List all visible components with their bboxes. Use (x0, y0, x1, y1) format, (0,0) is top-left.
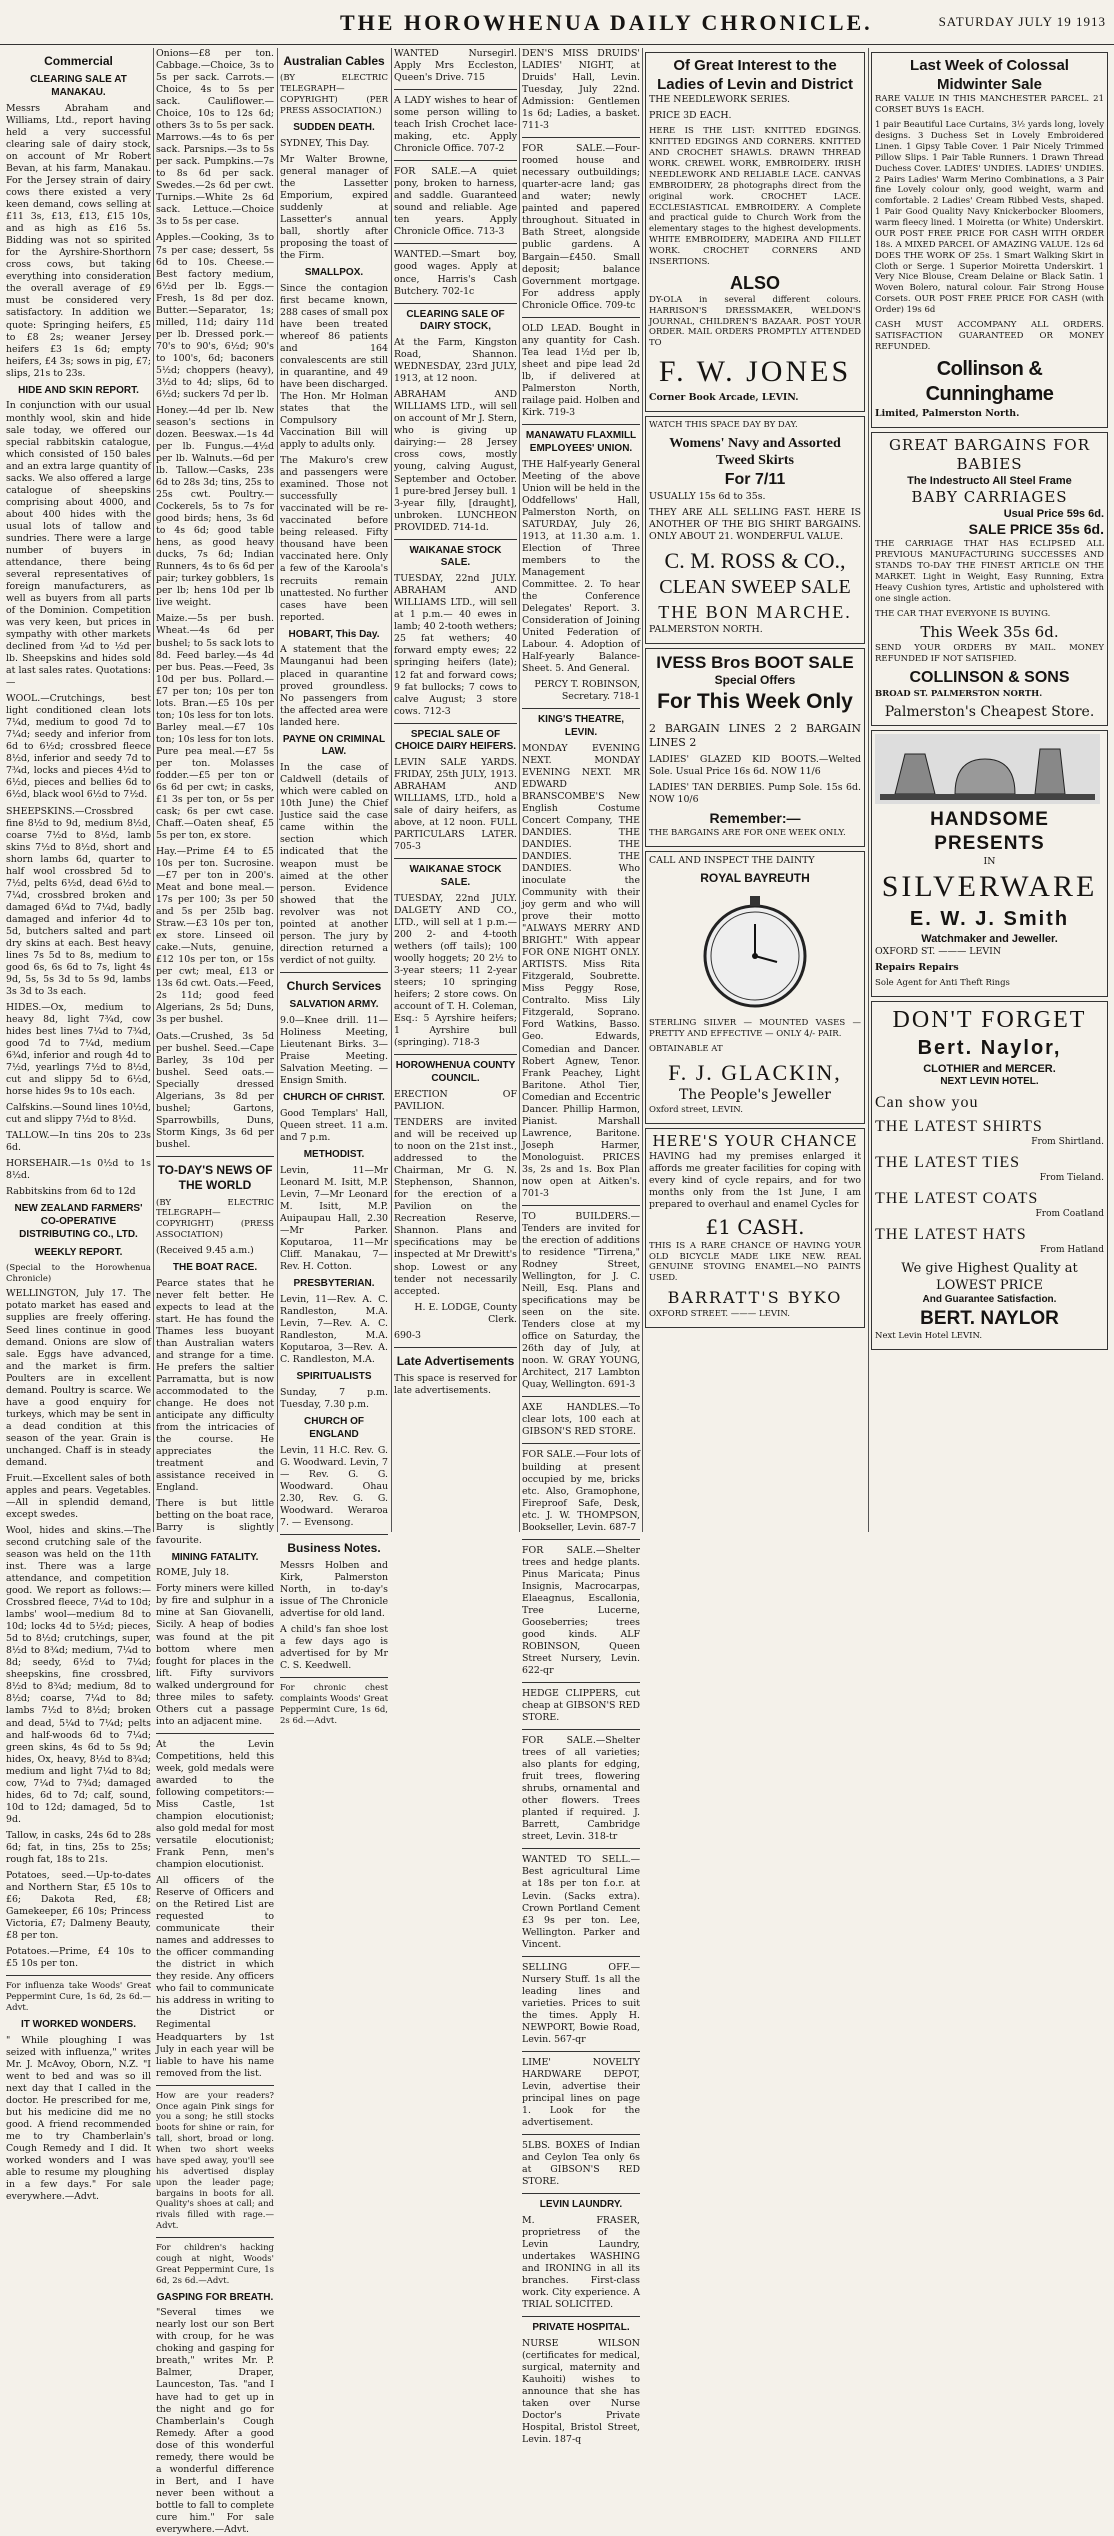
advert-text: STERLING SILVER — MOUNTED VASES — PRETTY AND EFFECTIVE — ONLY 4/- PAIR. (649, 1018, 861, 1040)
article-heading: NEW ZEALAND FARMERS' CO-OPERATIVE DISTRIBUTING CO., LTD. (14, 1203, 143, 1241)
advert-barratt (645, 1128, 865, 1328)
column-divider (277, 48, 278, 1532)
article-text: Fruit.—Excellent sales of both apples and pears. Vegetables.—All in splendid demand, except swedes. (6, 1472, 151, 1520)
advert-smith (871, 730, 1108, 998)
divider (522, 1205, 640, 1206)
advert-text: Sole Agent for Anti Theft Rings (875, 978, 1010, 989)
section-heading: Commercial (44, 54, 113, 68)
church-name: CHURCH OF ENGLAND (304, 1415, 364, 1440)
divider (280, 1534, 388, 1535)
section-heading: Business Notes. (287, 1540, 381, 1555)
advert-text: HAVING had my premises enlarged it affords me greater facilities for coping with every kind of cycle repairs, and for two months only from the 1st June, I am prepared to overhaul and enamel Cycles for (649, 1150, 861, 1211)
advert-product: ROYAL BAYREUTH (700, 870, 810, 885)
church-name: SALVATION ARMY. (289, 999, 379, 1011)
article-heading: MINING FATALITY. (171, 1551, 259, 1563)
article-heading: SUDDEN DEATH. (293, 121, 375, 133)
advert-price: £1 CASH. (705, 1215, 805, 1240)
article-text: Potatoes.—Prime, £4 10s to £5 10s per ton. (6, 1946, 151, 1970)
article-credit: (BY ELECTRIC TELEGRAPH—COPYRIGHT) (PER PRESS ASSOCIATION.) (280, 73, 388, 116)
article-heading: GASPING FOR BREATH. (156, 2291, 274, 2303)
church-times: Levin, 11 H.C. Rev. G. G. Woodward. Levin, 7 — Rev. G. G. Woodward. Ohau 2.30, Rev. G. G. Woodward. Weraroa 7. — Evensong. (280, 1444, 388, 1528)
advert-price: For 7/11 (724, 471, 786, 489)
advert-line: THE LATEST TIES (875, 1153, 1021, 1171)
classified-heading: MANAWATU FLAXMILL EMPLOYEES' UNION. (525, 429, 637, 454)
column-divider (642, 48, 643, 1532)
advert-text: Repairs Repairs (875, 962, 959, 974)
advert-trade: CLOTHIER and MERCER. (923, 1062, 1056, 1075)
advert-line-source: From Shirtland. (1031, 1137, 1104, 1148)
advert-price: PRICE 3D EACH. (649, 110, 732, 122)
classified-heading: WAIKANAE STOCK SALE. (409, 864, 502, 889)
advertiser-name: COLLINSON & SONS (909, 669, 1070, 687)
article-text: Potatoes, seed.—Up-to-dates and Northern Star, £5 10s to £6; Dakota Red, £8; Gamekeeper, £6 10s; Princess Victoria, £7; Dalmeny Beauty, £8 per ton. (6, 1869, 151, 1942)
advertiser-name: BARRATT'S BYKO (667, 1288, 843, 1308)
advert-tagline: The People's Jeweller (679, 1086, 831, 1103)
advert-headline: HANDSOME PRESENTS (930, 808, 1049, 854)
advert-text: THIS IS A RARE CHANCE OF HAVING YOUR OLD BICYCLE MADE LIKE NEW. REAL GENUINE STOVING ENAMEL—NO PAINTS USED. (649, 1240, 861, 1284)
article-text: TALLOW.—In tins 20s to 23s 6d. (6, 1130, 151, 1154)
article-text: A statement that the Maunganui had been placed in quarantine proved groundless. No passengers from the affected area were landed here. (280, 644, 388, 728)
advert-offer: LADIES' TAN DERBIES. Pump Sole. 15s 6d. NOW 10/6 (649, 781, 861, 805)
article-heading: HIDE AND SKIN REPORT. (18, 384, 139, 396)
advertiser-address: PALMERSTON NORTH. (649, 623, 763, 635)
section-heading: Australian Cables (283, 54, 385, 68)
advert-ross (645, 416, 865, 644)
article-text: A child's fan shoe lost a few days ago is advertised for by Mr C. S. Keedwell. (280, 1624, 388, 1672)
advert-jones (645, 52, 865, 412)
divider (522, 424, 640, 425)
divider (394, 858, 517, 859)
article-text: Mr Walter Browne, general manager of the Lassetter Emporium, expired suddenly at Lassetter's annual ball, shortly after proposing the toast of the Firm. (280, 153, 388, 261)
classified-heading: KING'S THEATRE, LEVIN. (537, 714, 625, 738)
article-received: (Received 9.45 a.m.) (156, 1245, 254, 1257)
classified-ad: ABRAHAM AND WILLIAMS LTD., will sell on account of Mr J. Stern, who is giving up dairying:— 28 Jersey cross cows, mostly young, calving August, September and October. 1 pure-bred Jersey bull. 1 3-year filly, [draught], unbroken. LUNCHEON PROVIDED. 714-1d. (394, 389, 517, 533)
classified-ad: WANTED.—Smart boy, good wages. Apply at once, Harris's Cash Butchery. 702-1c (394, 249, 517, 297)
article-text: This space is reserved for late advertisements. (394, 1373, 517, 1397)
church-name: CHURCH OF CHRIST. (283, 1092, 385, 1104)
divider (522, 2051, 640, 2052)
article-heading: IT WORKED WONDERS. (21, 2018, 136, 2030)
advert-sub: The Indestructo All Steel Frame (907, 475, 1072, 488)
classified-ad: NURSE WILSON (certificates for medical, surgical, maternity and Kauhoiti) wishes to announce that she has taken over Nurse Doctor's Private Hospital, Bristol Street, Levin. 187-q (522, 2338, 640, 2446)
divider (522, 2134, 640, 2135)
advert-text: OBTAINABLE AT (649, 1043, 723, 1054)
advert-text: DY-OLA in several different colours. HARRISON'S DRESSMAKER, WELDON'S JOURNAL, CHILDREN'S BAZAAR. POST YOUR ORDER. MAIL ORDERS PROMPTLY ATTENDED TO (649, 294, 861, 349)
advert-text: CALL AND INSPECT THE DAINTY (649, 854, 815, 866)
article-text: Pearce states that he never felt better. He expects to lead at the start. He has found the Thames less buoyant than Australian waters and strange for a time. He prefers the saltier Parramatta, but is now accommodated to the change. He does not anticipate any difficulty from the intricacies of the course. He appreciates the treatment and assistance received in England. (156, 1277, 274, 1494)
classified-ad: FOR SALE.—Shelter trees and hedge plants. Pinus Maricata; Pinus Insignis, Macrocarpas, Elaeagnus, Escallonia, Tree Lucerne, Gooseberries; trees good kinds. ALF ROBINSON, Queen Street Nursery, Levin. 622-qr (522, 1544, 640, 1676)
advert-line: THE LATEST COATS (875, 1189, 1039, 1207)
advert-text: For chronic chest complaints Woods' Great Peppermint Cure, 1s 6d, 2s 6d.—Advt. (280, 1683, 388, 1727)
advert-headline: IVESS Bros BOOT SALE (656, 652, 854, 672)
advertiser-address: BROAD ST. PALMERSTON NORTH. (875, 688, 1043, 699)
classified-ad: FOR SALE.—Shelter trees of all varieties; also plants for edging, fruit trees, flowering shrubs, ornamental and other flowers. Trees planted if required. J. Barrett, Cambridge street, Levin. 318-tr (522, 1735, 640, 1843)
article-text: HORSEHAIR.—1s 0½d to 1s 8½d. (6, 1158, 151, 1182)
advert-also: ALSO (729, 272, 780, 293)
advert-text: Can show you (875, 1093, 979, 1111)
classified-ad: HEDGE CLIPPERS, cut cheap at GIBSON'S RED STORE. (522, 1688, 640, 1724)
classified-ad: LIME' NOVELTY HARDWARE DEPOT, Levin, advertise their principal lines on page 1. Look for the advertisement. (522, 2056, 640, 2129)
column-classifieds-1 (394, 48, 517, 1530)
divider (6, 1975, 151, 1976)
advert-list: HERE IS THE LIST: KNITTED EDGINGS. KNITTED EDGINGS AND CORNERS. KNITTED AND CROCHET SHAWLS. DRAWN THREAD WORK. CREWEL WORK, EMBROIDERY. IRISH NEEDLEWORK AND RELIABLE LACE. CANVAS EMBROIDERY, 28 photographs direct from the original work. CROCHET LACE. ECCLESIASTICAL EMBROIDERY. A Complete and practical guide to Church Work from the elementary stages to the highest developments. WHITE EMBROIDERY, MADEIRA AND FILLET WORK. CROCHET CORNERS AND INSERTIONS. (649, 126, 861, 267)
article-text: SHEEPSKINS.—Crossbred fine 8½d to 9d, medium 8½d, coarse 7½d to 8½d, lamb skins 7½d to 8½d, short and shorn lambs 6d, quarter to half wool crossbred 5d to 7½d, pelts 6½d, dead 6½d to 7¼d, crossbred broken and damaged 6¼d to 7¼d, badly damaged and inferior 4d to 5d, butchers salted and part dry skins at each. Best heavy lines 7s 5d to 8s, medium to good 6s, 6s 6d to 7s, light 4s 9d, 5s, 5s 3d to 5s 9d, lambs 3s 3d to 3s each. (6, 805, 151, 997)
classified-ad: M. FRASER, proprietress of the Levin Laundry, undertakes WASHING and IRONING in all its branches. First-class work. City experience. A TRIAL SOLICITED. (522, 2214, 640, 2311)
advert-lines: 2 BARGAIN LINES 2 2 BARGAIN LINES 2 (649, 721, 861, 749)
divider (156, 1156, 274, 1157)
classified-ad: AXE HANDLES.—To clear lots, 100 each at GIBSON'S RED STORE. (522, 1402, 640, 1438)
divider (522, 1443, 640, 1444)
article-text: HIDES.—Ox, medium to heavy 8d, light 7¾d, cow hides best lines 7¼d to 7¾d, good 7d to 7¼d, medium 6¾d, inferior and rough 4d to 7½d, yearlings 7½d to 8½d, cut and slippy 5d to 6½d, horse hides 9s to 10s each. (6, 1002, 151, 1098)
advert-line-source: From Coatland (1035, 1209, 1104, 1220)
section-heading: Late Advertisements (396, 1353, 515, 1368)
column-markets-news (156, 48, 274, 2535)
classified-heading: LEVIN LAUNDRY. (539, 2199, 623, 2211)
advert-trade: Watchmaker and Jeweller. (921, 933, 1058, 946)
advert-sub: RARE VALUE IN THIS MANCHESTER PARCEL. 21 CORSET BUYS 1s EACH. (875, 94, 1104, 116)
classified-ad: LEVIN SALE YARDS. FRIDAY, 25th JULY, 1913. ABRAHAM AND WILLIAMS, LTD., hold a sale of dairy heifers, as above, at 12 noon. FULL PARTICULARS LATER. 705-3 (394, 757, 517, 853)
advertiser-address: NEXT LEVIN HOTEL. (940, 1075, 1039, 1087)
article-text: Messrs Abraham and Williams, Ltd., report having held a very successful clearing sale of dairy stock, on account of Mr Robert Bevan, at his farm, Manakau. For the Jersey strain of dairy cows there existed a very keen demand, cows selling at £11 3s, £13, £13, £15 10s, and as high as £16 5s. Bidding was not so spirited for the Ayrshire-Shorthorn cross cows, but taking everything into consideration the overall average of £9 must be considered very satisfactory. In addition we quote: Springing heifers, £5 to £8 2s; weaner Jersey heifers £3 1s 6d; empty heifers, £4 3s; sows in pig, £7; slips, 21s to 23s. (6, 102, 152, 379)
advert-sub: Special Offers (714, 673, 796, 688)
classified-ad: 5LBS. BOXES of Indian and Ceylon Tea only 6s at GIBSON'S RED STORE. (522, 2140, 640, 2188)
advert-headline: For This Week Only (657, 689, 853, 713)
classified-ad: FOR SALE.—A quiet pony, broken to harness, and saddle. Guaranteed sound and reliable. Age ten years. Apply Chronicle Office. 713-3 (394, 166, 517, 238)
divider (522, 1396, 640, 1397)
advert-line: THE LATEST HATS (875, 1225, 1027, 1243)
advertiser-name: Bert. Naylor, (917, 1037, 1062, 1060)
article-text: Apples.—Cooking, 3s to 7s per case; dessert, 5s 6d to 10s. Cheese.—Best factory medium, 6½d per lb. Eggs.—Fresh, 1s 8d per doz. Butter.—Separator, 1s; milled, 11d; dairy 11d per lb. Dressed pork.—70's to 90's, 6½d; 90's to 100's, 6d; baconers 5½d; choppers (heavy), 3½d to 4d; slips, 6d to 6½d; suckers 7d per lb. (156, 232, 274, 400)
divider (394, 160, 517, 161)
article-text: Messrs Holben and Kirk, Palmerston North, in to-day's issue of The Chronicle advertise for old land. (280, 1560, 388, 1620)
advert-text: How are your readers? Once again Pink sings for you a song; he still stocks boots for shine or rain, for tall, short, broad or long. When two short weeks have sped away, you'll see his advertised display upon the leader page; bargains in boots for all. Quality's shoes at call; and rivals filled with rage.—Advt. (156, 2090, 274, 2232)
church-times: Sunday, 7 p.m. Tuesday, 7.30 p.m. (280, 1386, 388, 1410)
article-dateline: SYDNEY, This Day. (280, 137, 370, 149)
article-heading: CLEARING SALE AT MANAKAU. (30, 74, 127, 99)
classified-ad: MONDAY EVENING NEXT. MONDAY EVENING NEXT. MR EDWARD BRANSCOMBE'S New English Costume Concert Company, THE DANDIES. THE DANDIES. THE DANDIES. THE DANDIES. Who inoculate the Community with their joy germ and who will prove their motto "ALWAYS MERRY AND BRIGHT." With appear FOR ONE NIGHT ONLY. ARTISTS. Miss Rita Fitzgerald, Soubrette. Miss Peggy Rose, Contralto. Miss Lily Fitzgerald, Soprano. Ford Watkins, Basso. Geo. Edwards, Comedian and Dancer. Robert Agnew, Tenor. Frank Peachey, Light Baritone. Athol Tier, Comedian and Eccentric Dancer. Phillip Harmon, Pianist. Marshall Lawrence, Baritone. Joseph Harmer, Monologuist. PRICES 3s, 2s and 1s. Box Plan now open at Aitken's. 701-3 (522, 742, 640, 1199)
advert-headline: CLEAN SWEEP SALE (659, 576, 851, 599)
advert-product: BABY CARRIAGES (911, 488, 1068, 507)
classified-heading: SPECIAL SALE OF CHOICE DAIRY HEIFERS. (394, 728, 517, 753)
column-display-ads-2 (871, 48, 1108, 1530)
classified-signature: H. E. LODGE, County Clerk. (414, 1301, 517, 1325)
classified-heading: WAIKANAE STOCK SALE. (409, 544, 502, 569)
divider (394, 89, 517, 90)
column-divider (519, 48, 520, 1532)
advert-text: USUALLY 15s 6d to 35s. (649, 490, 766, 502)
article-text: There is but little betting on the boat race, Barry is slightly favourite. (156, 1498, 274, 1546)
classified-heading: HOROWHENUA COUNTY COUNCIL. (395, 1060, 516, 1085)
divider (522, 2193, 640, 2194)
column-divider (153, 48, 154, 1532)
divider (394, 243, 517, 244)
advertiser-address: Corner Book Arcade, LEVIN. (649, 391, 799, 403)
divider (156, 1733, 274, 1734)
classified-ad: TO BUILDERS.—Tenders are invited for the erection of additions to residence "Tirrena," Rodney Street, Wellington, for J. C. Neill, Esq. Plans and specifications may be seen on the site. Tenders close at my office on Saturday, the 26th day of July, at noon. W. GRAY YOUNG, Architect, 217 Lambton Quay, Wellington. 691-3 (522, 1210, 640, 1391)
newspaper-title: THE HOROWHENUA DAILY CHRONICLE. (340, 10, 873, 35)
column-classifieds-2 (522, 48, 640, 2446)
advert-text: THEY ARE ALL SELLING FAST. HERE IS ANOTHER OF THE BIG SHIRT BARGAINS. ONLY ABOUT 21. WONDERFUL VALUE. (649, 506, 861, 542)
article-heading: PAYNE ON CRIMINAL LAW. (282, 733, 386, 758)
divider (522, 1956, 640, 1957)
classified-ad: A LADY wishes to hear of some person willing to teach Irish Crochet lace-making, etc. Apply Chronicle Office. 707-2 (394, 95, 517, 155)
classified-ad: OLD LEAD. Bought in any quantity for Cash. Tea lead 1½d per lb, sheet and pipe lead 2d lb, if delivered at Palmerston North, railage paid. Holben and Kirk. 719-3 (522, 322, 640, 418)
advert-text: IN (983, 856, 996, 868)
advert-line: THE LATEST SHIRTS (875, 1118, 1043, 1135)
advertiser-name: F. W. JONES (658, 355, 852, 389)
advert-line-source: From Tieland. (1039, 1173, 1104, 1184)
divider (522, 1682, 640, 1683)
article-text: Rabbitskins from 6d to 12d (6, 1186, 136, 1198)
article-text: In the case of Caldwell (details of which were cabled on 10th June) the Chief Justice said the case came within the section which indicated that the weapon must be aimed at the other person. Evidence showed that the revolver was not pointed at another person. The jury by direction returned a verdict of not guilty. (280, 762, 388, 966)
divider (522, 1729, 640, 1730)
article-dateline: ROME, July 18. (156, 1567, 230, 1579)
church-times: Levin, 11—Mr Leonard M. Isitt, M.P. Levin, 7—Mr Leonard M. Isitt, M.P. Auipaupau Hall, 2.30—Mr Parker. Koputaroa, 11—Mr Cliff. Manakau, 7—Rev. H. Cotton. (280, 1164, 388, 1273)
advert-price: Usual Price 59s 6d. (1003, 508, 1104, 521)
advert-glackin (645, 851, 865, 1124)
divider (394, 303, 517, 304)
article-text: Onions—£8 per ton. Cabbage.—Choice, 3s to 5s per sack. Carrots.—Choice, 4s to 5s per sack. Cauliflower.—Choice, 10s to 12s 6d; others 3s to 5s per sack. Marrows.—4s to 6s per sack. Parsnips.—3s to 5s per sack. Pumpkins.—7s to 8s 6d per sack. Swedes.—2s 6d per cwt. Turnips.—White 2s 6d sack. Lettuce.—Choice 3s to 5s per case. (156, 48, 274, 228)
advert-text: And Guarantee Satisfaction. (922, 1294, 1057, 1306)
advert-headline: Of Great Interest to the Ladies of Levin and District (657, 57, 853, 94)
classified-ad: WANTED Nursegirl. Apply Mrs Eccleston, Queen's Drive. 715 (394, 48, 517, 84)
divider (522, 1848, 640, 1849)
divider (394, 1054, 517, 1055)
advert-store: THE BON MARCHE. (658, 601, 852, 622)
issue-date: SATURDAY JULY 19 1913 (938, 14, 1106, 29)
classified-ad: WANTED TO SELL.—Best agricultural Lime at 18s per ton f.o.r. at Levin. (Sacks extra). Crown Portland Cement £3 9s per ton. Lee, Wellington. Parker and Vincent. (522, 1854, 640, 1950)
column-display-ads-1 (645, 48, 865, 1530)
article-text: In conjunction with our usual monthly wool, skin and hide sale today, we offered our special rabbitskin catalogue, which consisted of 150 bales and an extra large quantity of sacks. We also offered a large catalogue of sheepskins comprising about 4000, and about 400 hides with the usual lots of tallow and sundries. There were a large number of buyers in attendance, there being several representatives of foreign manufacturers, as well as buyers from all parts of the Dominion. Competition was very keen, but prices in sympathy with other markets declined from ¼d to ½d per lb. Sheepskins and hides sold at last sales rates. Quotations:— (6, 400, 151, 689)
classified-ad: TUESDAY, 22nd JULY. DALGETY AND CO., LTD., will sell at 1 p.m.— 200 2- and 4-tooth wethers (off tails); 100 woolly hoggets; 20 2½ to 3-year steers; 11 2-year steers; 10 springing heifers; 2 store cows. On account of T. H. Coleman, Esq.: 5 Ayrshire heifers; 1 Ayrshire bull (springing). 718-3 (394, 893, 517, 1049)
advert-headline: DON'T FORGET (892, 1007, 1087, 1034)
article-text: "Several times we nearly lost our son Bert with croup, for he was choking and gasping for breath," writes Mr. P. Balmer, Draper, Launceston, Tas. "and I have had to get up in the night and go for Chamberlain's Cough Remedy. After a good dose of this wonderful remedy, there would be a wonderful difference in Bert, and I have never been without a bottle to fall to complete cure him." For sale everywhere.—Advt. (156, 2307, 274, 2535)
advert-text: WATCH THIS SPACE DAY BY DAY. (649, 419, 798, 430)
section-heading: Church Services (286, 978, 382, 993)
masthead (0, 0, 1114, 45)
article-text: Tallow, in casks, 24s 6d to 28s 6d; fat, in tins, 25s to 25s; rough fat, 18s to 21s. (6, 1829, 151, 1865)
classified-ad: TUESDAY, 22nd JULY. ABRAHAM AND WILLIAMS LTD., will sell at 1 p.m.— 40 ewes in lamb; 40 2-tooth wethers; 25 fat wethers; 40 forward empty ewes; 22 springing heifers (late); 12 fat and forward cows; 9 fat bullocks; 7 cows to calve August; 3 store cows. 712-3 (394, 573, 517, 717)
divider (280, 972, 388, 973)
advert-tagline: Palmerston's Cheapest Store. (884, 703, 1095, 720)
article-text: Wool, hides and skins.—The second crutching sale of the season was held on the 11th inst. There was a large attendance, and competition good. We report as follows:—Crossbred fleece, 7¼d to 10d; lambs' wool—medium 8d to 10d; locks 4d to 5½d; pieces, 5d to 8½d; crutchings, super, 8½d to 8¾d; medium, 7¼d to 8d; seedy, 6½d to 7¼d; sheepskins, fine crossbred, 8½d to 8¾d; medium, 8d to 8½d; coarse, 7¼d to 8d; lambs 7½d to 8½d; broken and dead, 5¼d to 7¼d; pelts and half-woods 6d to 7¼d; green skins, 4s 6d to 5s 9d; hides, Ox, heavy, 8½d to 8¾d; medium and light 7¼d to 8d; cow, 7¼d to 7¾d; damaged hides, 6d to 7d; calf, sound, 10d to 12d; damaged, 5d to 9d. (6, 1525, 151, 1825)
advert-price: SALE PRICE 35s 6d. (968, 521, 1104, 538)
advert-headline: SILVERWARE (881, 870, 1098, 904)
advertiser-name: C. M. ROSS & CO., (664, 547, 846, 573)
column-cables-churches (280, 48, 388, 1727)
article-credit: (Special to the Horowhenua Chronicle) (6, 1262, 151, 1284)
article-heading: HOBART, This Day. (288, 628, 380, 640)
advert-line-source: From Hatland (1040, 1245, 1104, 1256)
divider (522, 317, 640, 318)
church-times: Levin, 11—Rev. A. C. Randleston, M.A. Levin, 7—Rev. A. C. Randleston, M.A. Koputaroa, 3—Rev. A. C. Randleston, M.A. (280, 1293, 388, 1366)
divider (156, 2085, 274, 2086)
divider (280, 1677, 388, 1678)
article-heading: SMALLPOX. (304, 266, 364, 278)
advert-text: CASH MUST ACCOMPANY ALL ORDERS. SATISFACTION GUARANTEED OR MONEY REFUNDED. (875, 319, 1104, 352)
article-text: All officers of the Reserve of Officers and on the Retired List are requested to communicate their names and addresses to the officer commanding the district in which they reside. Any officers who fail to communicate his address in writing to the District or Regimental Headquarters by 1st July in each year will be liable to have his name removed from the list. (156, 1875, 274, 2079)
church-name: SPIRITUALISTS (296, 1371, 372, 1383)
article-text: WOOL.—Crutchings, best light conditioned clean lots 7¼d, medium to good 7d to 7¼d; seedy and inferior from 6d to 6½d; crossbred fleece 8½d, inferior and seedy 7d to 7¾d, locks and pieces 4½d to 6½d, pieces and bellies 6d to 6½d, black wool 6½d to 7½d. (6, 693, 151, 801)
advert-text: We give Highest Quality at LOWEST PRICE (901, 1260, 1078, 1293)
advert-headline: Remember:— (709, 810, 801, 826)
article-text: Forty miners were killed by fire and sulphur in a mine at San Giovanelli, Sicily. A heap of bodies was found at the pit bottom where men fought for places in the lift. Fifty survivors walked underground for three miles to safety. Others cut a passage into an adjacent mine. (156, 1583, 274, 1727)
advert-text: THE CARRIAGE THAT HAS ECLIPSED ALL PREVIOUS MANUFACTURING SUCCESSES AND STANDS TO-DAY THE FINEST ARTICLE ON THE MARKET. Light in Weight, Easy Running, Extra Heavy Cushion tyres, Artistic and upholstered with one single action. (875, 539, 1104, 604)
article-heading: WEEKLY REPORT. (34, 1246, 123, 1258)
article-text: Since the contagion first became known, 288 cases of small pox have been treated whereof 86 patients and 164 convalescents are still in quarantine, and 49 have been discharged. The Hon. Mr Holman states that the Compulsory Vaccination Bill will apply to adults only. (280, 282, 388, 451)
classified-signature: PERCY T. ROBINSON, Secretary. 718-1 (534, 679, 640, 703)
classified-ref: 690-3 (394, 1329, 422, 1341)
advertiser-address: OXFORD STREET. ——— LEVIN. (649, 1308, 790, 1319)
article-text: At the Levin Competitions, held this week, gold medals were awarded to the following competitors:—Miss Castle, 1st champion elocutionist; also gold medal for most versatile elocutionist; Frank Penn, men's champion elocutionist. (156, 1738, 274, 1871)
church-name: PRESBYTERIAN. (293, 1278, 375, 1290)
church-times: 9.0—Knee drill. 11—Holiness Meeting, Lieutenant Birks. 3—Praise Meeting. Salvation Meeting. — Ensign Smith. (280, 1014, 388, 1087)
advert-ivess (645, 648, 865, 847)
advert-text: THE BARGAINS ARE FOR ONE WEEK ONLY. (649, 827, 846, 838)
advertiser-name: E. W. J. Smith (909, 907, 1070, 930)
divider (394, 1347, 517, 1348)
church-name: METHODIST. (303, 1149, 365, 1161)
article-text: The Makuro's crew and passengers were examined. Those not successfully vaccinated will be re-vaccinated before being released. Fifty thousand have been vaccinated here. Only a few of the Karoola's recruits remain unattested. No further cases have been reported. (280, 455, 388, 623)
classified-ad: DEN'S MISS DRUIDS' LADIES' NIGHT, at Druids' Hall, Levin. Tuesday, July 22nd. Admission: Gentlemen 1s 6d; Ladies, a basket. 711-3 (522, 48, 640, 132)
divider (394, 539, 517, 540)
article-text: Oats.—Crushed, 3s 5d per bushel. Seed.—Cape Barley, 3s 10d per bushel. Seed oats.—Specially dressed Algerians, 3s 8d per bushel; Gartons, Sparrowbills, Duns, Storm Kings, 3s 6d per bushel. (156, 1030, 274, 1150)
advert-text: THE CAR THAT EVERYONE IS BUYING. (875, 608, 1051, 619)
advertiser-address: Next Levin Hotel LEVIN. (875, 1331, 983, 1342)
divider (156, 2237, 274, 2238)
article-text: " While ploughing I was seized with influenza," writes Mr. J. McAvoy, Oborn, N.Z. "I went to bed and was so ill next day that I called in the doctor. He prescribed for me, but his medicine did me no good. A friend recommended me to try Chamberlain's Cough Remedy and I did. It worked wonders and I was able to resume my ploughing in a few days." For sale everywhere.—Advt. (6, 2034, 151, 2202)
divider (522, 1539, 640, 1540)
advert-naylor (871, 1001, 1108, 1350)
pocket-watch-icon (695, 892, 815, 1012)
advert-headline: HERE'S YOUR CHANCE (652, 1131, 858, 1150)
advertiser-name: Collinson & Cunninghame (925, 357, 1054, 406)
article-text: Hay.—Prime £4 to £5 10s per ton. Sucrosine.—£7 per ton in 200's. Meat and bone meal.—17s per 100; 3s per 50 and 5s per 25lb bag. Straw.—£3 10s per ton, ex store. Linseed oil cake.—Nuts, genuine, £12 10s per ton, or 15s per cwt; meal, £13 or 13s 6d cwt. Oats.—Feed, 2s 11d; good feed Algerians, 2s 5d; Duns, 3s per bushel. (156, 846, 274, 1026)
advert-collinson-sons (871, 432, 1108, 726)
classified-ad: TENDERS are invited and will be received up to noon on the 21st inst., addressed to the Chairman, Mr G. N. Stephenson, Shannon, for the erection of a Pavilion on the Recreation Reserve, Shannon. Plans and specifications may be inspected at Mr Drewitt's shop. Lowest or any tender not necessarily accepted. (394, 1117, 517, 1297)
divider (522, 137, 640, 138)
advert-headline: GREAT BARGAINS FOR BABIES (888, 435, 1091, 473)
classified-ad: FOR SALE.—Four-roomed house and necessary outbuildings; quarter-acre land; gas and water; newly painted and papered throughout. Situated in Bath Street, alongside public gardens. A Bargain—£450. Small deposit; balance Government mortgage. For address apply Chronicle Office. 709-tc (522, 143, 640, 311)
divider (522, 2316, 640, 2317)
classified-ad: FOR SALE.—Four lots of building at present occupied by me, bricks etc. Also, Gramophone, Fireproof Safe, Desk, etc. J. W. THOMPSON, Bookseller, Levin. 687-7 (522, 1449, 640, 1533)
article-credit: (BY ELECTRIC TELEGRAPH—COPYRIGHT) (PRESS ASSOCIATION) (156, 1197, 274, 1241)
advert-text: For influenza take Woods' Great Peppermint Cure, 1s 6d, 2s 6d.—Advt. (6, 1981, 151, 2013)
advert-list: 1 pair Beautiful Lace Curtains, 3½ yards long, lovely designs. 3 Duchess Set in Lovely Embroidered Linen. 1 Gipsy Table Cover. 1 Pair Nicely Trimmed Pillow Slips. 1 Pair Table Runners. 1 Drawn Thread Duchess Cover. LADIES' UNDIES. LADIES' UNDIES. 2 Pairs Ladies' Warm Merino Combinations, a 3 Pair fine Lovely colour only, good weight, warm and comfortable. 2 Ladies' Cream Ribbed Vests, shaped. 1 Pair Good Quality Navy Knickerbocker Bloomers, warm fleecy lined. 1 Moiretta (or White) Underskirt. OUR POST FREE PRICE FOR CASH WITH ORDER 18s. A MIXED PARCEL OF AMAZING VALUE. 12s 6d DOES THE WORK OF 25s. 1 Smart Walking Skirt in Cloth or Serge. 1 Superior Moiretta Underskirt. 1 Very Nice Blouse, Cream Delaine or Black Satin. 1 Woven Bolero, natural colour. Fair Strong House Corsets. OUR POST FREE PRICE FOR CASH (with Order) 19s 6d (875, 120, 1104, 315)
classified-ad: At the Farm, Kingston Road, Shannon. WEDNESDAY, 23rd JULY, 1913, at 12 noon. (394, 337, 517, 385)
column-divider (868, 48, 869, 1532)
advertiser-address: Oxford street, LEVIN. (649, 1104, 743, 1115)
column-divider (391, 48, 392, 1532)
divider (394, 723, 517, 724)
classified-heading: PRIVATE HOSPITAL. (532, 2322, 630, 2334)
advertiser-name: F. J. GLACKIN, (668, 1059, 842, 1085)
advert-headline: Womens' Navy and Assorted Tweed Skirts (669, 435, 841, 469)
article-text: Honey.—4d per lb. New season's sections in dozen. Beeswax.—1s 4d per lb. Fungus.—4½d per lb. Walnuts.—6d per lb. Tallow.—Casks, 23s 6d to 28s 3d; tins, 25s to 25s cwt. Poultry.—Cockerels, 5s to 7s for good birds; hens, 3s 6d to 4s 6d; good table hens, as good heavy ducks, 7s 6d; Indian Runners, 4s to 6s 6d per pair; turkey gobblers, 1s per lb; hens 10d per lb live weight. (156, 404, 274, 609)
advert-text: For children's hacking cough at night, Woods' Great Peppermint Cure, 1s 6d, 2s 6d.—Advt. (156, 2243, 274, 2286)
advert-collinson-cunninghame (871, 52, 1108, 428)
advert-headline: Last Week of Colossal Midwinter Sale (910, 57, 1069, 94)
classified-ad: THE Half-yearly General Meeting of the above Union will be held in the Oddfellows' Hall, Palmerston North, on SATURDAY, July 26, 1913, at 11.30 a.m. 1. Election of Three members to the Management Committee. 2. To hear the Conference Delegates' Report. 3. Consideration of Joining United Federation of Labour. 4. Adoption of Half-yearly Balance-Sheet. 5. And General. (522, 458, 640, 675)
classified-heading: CLEARING SALE OF DAIRY STOCK, (406, 308, 505, 333)
silverware-illustration (875, 734, 1100, 804)
article-text: Maize.—5s per bush. Wheat.—4s 6d per bushel; to 5s sack lots to 8d. Feed barley.—4s 4d per bus. Peas.—Feed, 3s 10d per bus. Pollard.—£7 per ton; 10s per ton lots. Bran.—£5 10s per ton; 10s less for ton lots. Barley meal.—£7 10s ton; 10s less for ton lots. Pure pea meal.—£7 5s per ton. Molasses fodder.—£5 per ton or 6s 6d per cwt; in casks, £1 3s per ton, or 5s per cask; 6s per cwt case. Chaff.—Oaten sheaf, £5 5s per ton, ex store. (156, 613, 274, 841)
advertiser-name: BERT. NAYLOR (920, 1307, 1059, 1329)
divider (522, 708, 640, 709)
advert-offer: LADIES' GLAZED KID BOOTS.—Welted Sole. Usual Price 16s 6d. NOW 11/6 (649, 753, 861, 777)
column-commercial (6, 48, 152, 2202)
advert-price: This Week 35s 6d. (920, 623, 1059, 642)
classified-ad: SELLING OFF.—Nursery Stuff. 1s all the leading lines and varieties. Prices to suit the times. Apply H. NEWPORT, Bowie Road, Levin. 567-qr (522, 1961, 640, 2045)
section-heading: TO-DAY'S NEWS OF THE WORLD (157, 1162, 273, 1193)
advert-sub: THE NEEDLEWORK SERIES. (649, 94, 791, 106)
article-heading: THE BOAT RACE. (172, 1262, 258, 1274)
classified-subheading: ERECTION OF PAVILION. (394, 1089, 517, 1113)
advertiser-address: Limited, Palmerston North. (875, 407, 1020, 419)
advert-text: SEND YOUR ORDERS BY MAIL. MONEY REFUNDED IF NOT SATISFIED. (875, 642, 1104, 664)
church-times: Good Templars' Hall, Queen street. 11 a.m. and 7 p.m. (280, 1107, 388, 1143)
article-text: Calfskins.—Sound lines 10½d, cut and slippy 7½d to 8½d. (6, 1102, 151, 1126)
advertiser-address: OXFORD ST. ——— LEVIN (875, 946, 1002, 958)
article-text: WELLINGTON, July 17. The potato market has eased and supplies are freely offering. Seed lines continue in good demand. Onions are slow of sale. Eggs have advanced, and the market is firm. Poulters are in excellent demand. Poultry is scarce. We have a good enquiry for turkeys, which may be sent in a dead condition at this season of the year. Grain is unchanged. Chaff is in steady demand. (6, 1288, 151, 1468)
